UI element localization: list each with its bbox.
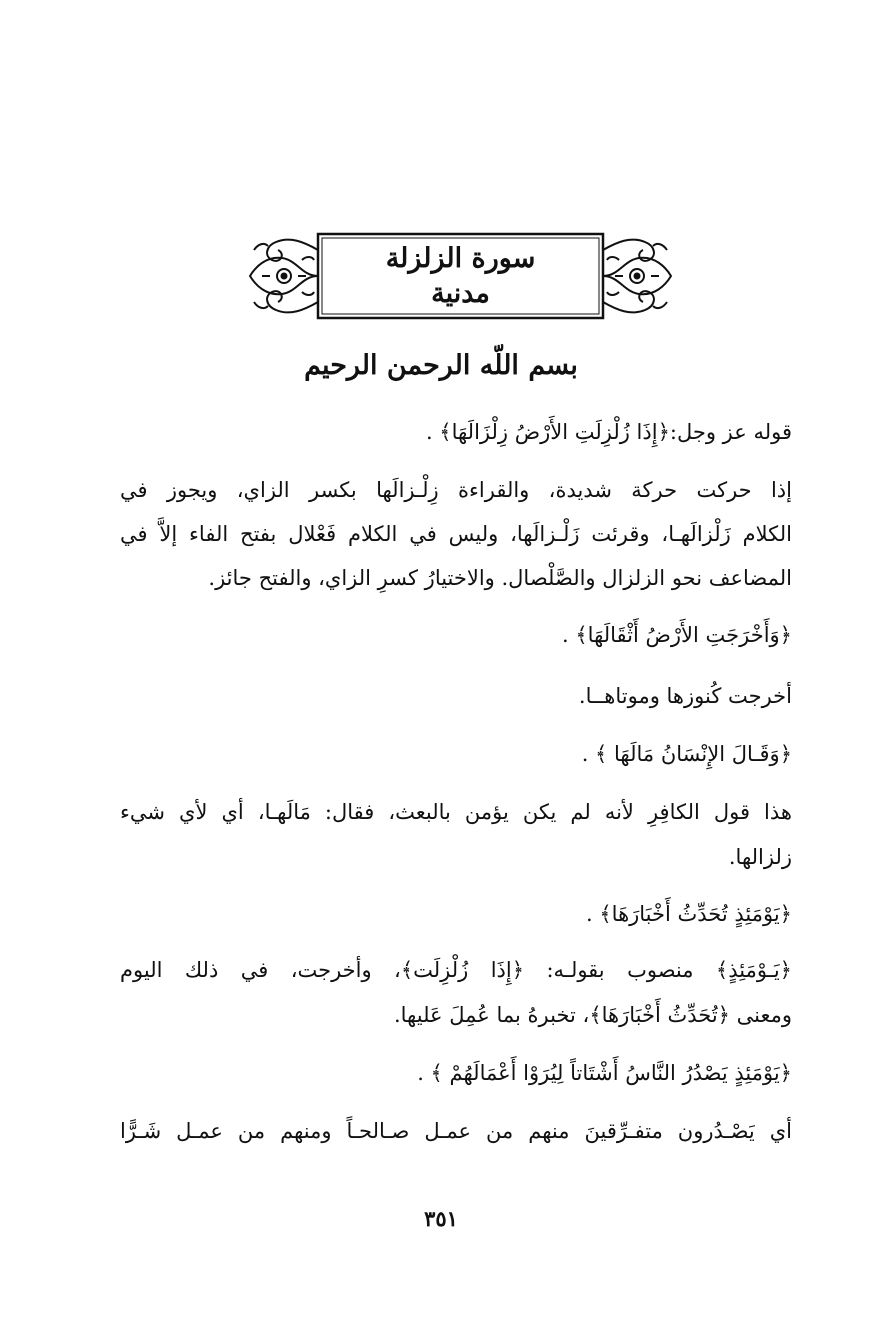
text-line: ﴿يَوْمَئِذٍ يَصْدُرُ النَّاسُ أَشْتَاتاً لِيُرَوْا أَعْمَالَهُمْ ﴾ .: [417, 1061, 792, 1085]
text-line: ﴿وَأَخْرَجَتِ الأَرْضُ أَثْقَالَهَا﴾ .: [562, 623, 792, 647]
surah-revelation-type: مدنية: [431, 278, 490, 309]
text-line: ﴿يَوْمَئِذٍ تُحَدِّثُ أَخْبَارَهَا﴾ .: [586, 902, 792, 926]
basmala-heading: بسم اللّه الرحمن الرحيم: [304, 350, 578, 381]
surah-title-block: [242, 230, 679, 322]
surah-name: سورة الزلزلة: [385, 243, 536, 274]
text-line: ومعنى ﴿تُحَدِّثُ أَخْبَارَهَا﴾، تخبرهُ بما عُمِلَ عَليها.: [393, 1003, 792, 1027]
page-number: ٣٥١: [424, 1206, 458, 1231]
text-line: قوله عز وجل:﴿إِذَا زُلْزِلَتِ الأَرْضُ زِلْزَالَهَا﴾ .: [425, 420, 792, 444]
text-line: ﴿وَقَـالَ الإِنْسَانُ مَالَهَا ﴾ .: [581, 742, 792, 766]
text-line: أي يَصْـدُرون متفـرِّقينَ منهم من عمـل صـالحـاً ومنهم من عمـل شَـرًّا: [120, 1119, 792, 1143]
text-line: إذا حركت حركة شديدة، والقراءة زِلْـزالَها بكسر الزاي، ويجوز في: [120, 478, 792, 502]
text-line: الكلام زَلْزالَهـا، وقرئت زَلْـزالَها، وليس في الكلام فَعْلال بفتح الفاء إلاَّ في: [120, 522, 792, 546]
text-line: ﴿يَـوْمَئِذٍ﴾ منصوب بقولـه: ﴿إِذَا زُلْزِلَت﴾، وأخرجت، في ذلك اليوم: [120, 958, 792, 982]
text-line: أخرجت كُنوزها وموتاهــا.: [578, 684, 792, 708]
text-line: هذا قول الكافِرِ لأنه لم يكن يؤمن بالبعث، فقال: مَالَهـا، أي لأي شيء: [120, 800, 792, 824]
text-line: المضاعف نحو الزلزال والصَّلْصال. والاختيارُ كسرِ الزاي، والفتح جائز.: [208, 566, 792, 590]
surah-title-frame: [242, 230, 679, 322]
text-line: زلزالها.: [728, 845, 792, 869]
